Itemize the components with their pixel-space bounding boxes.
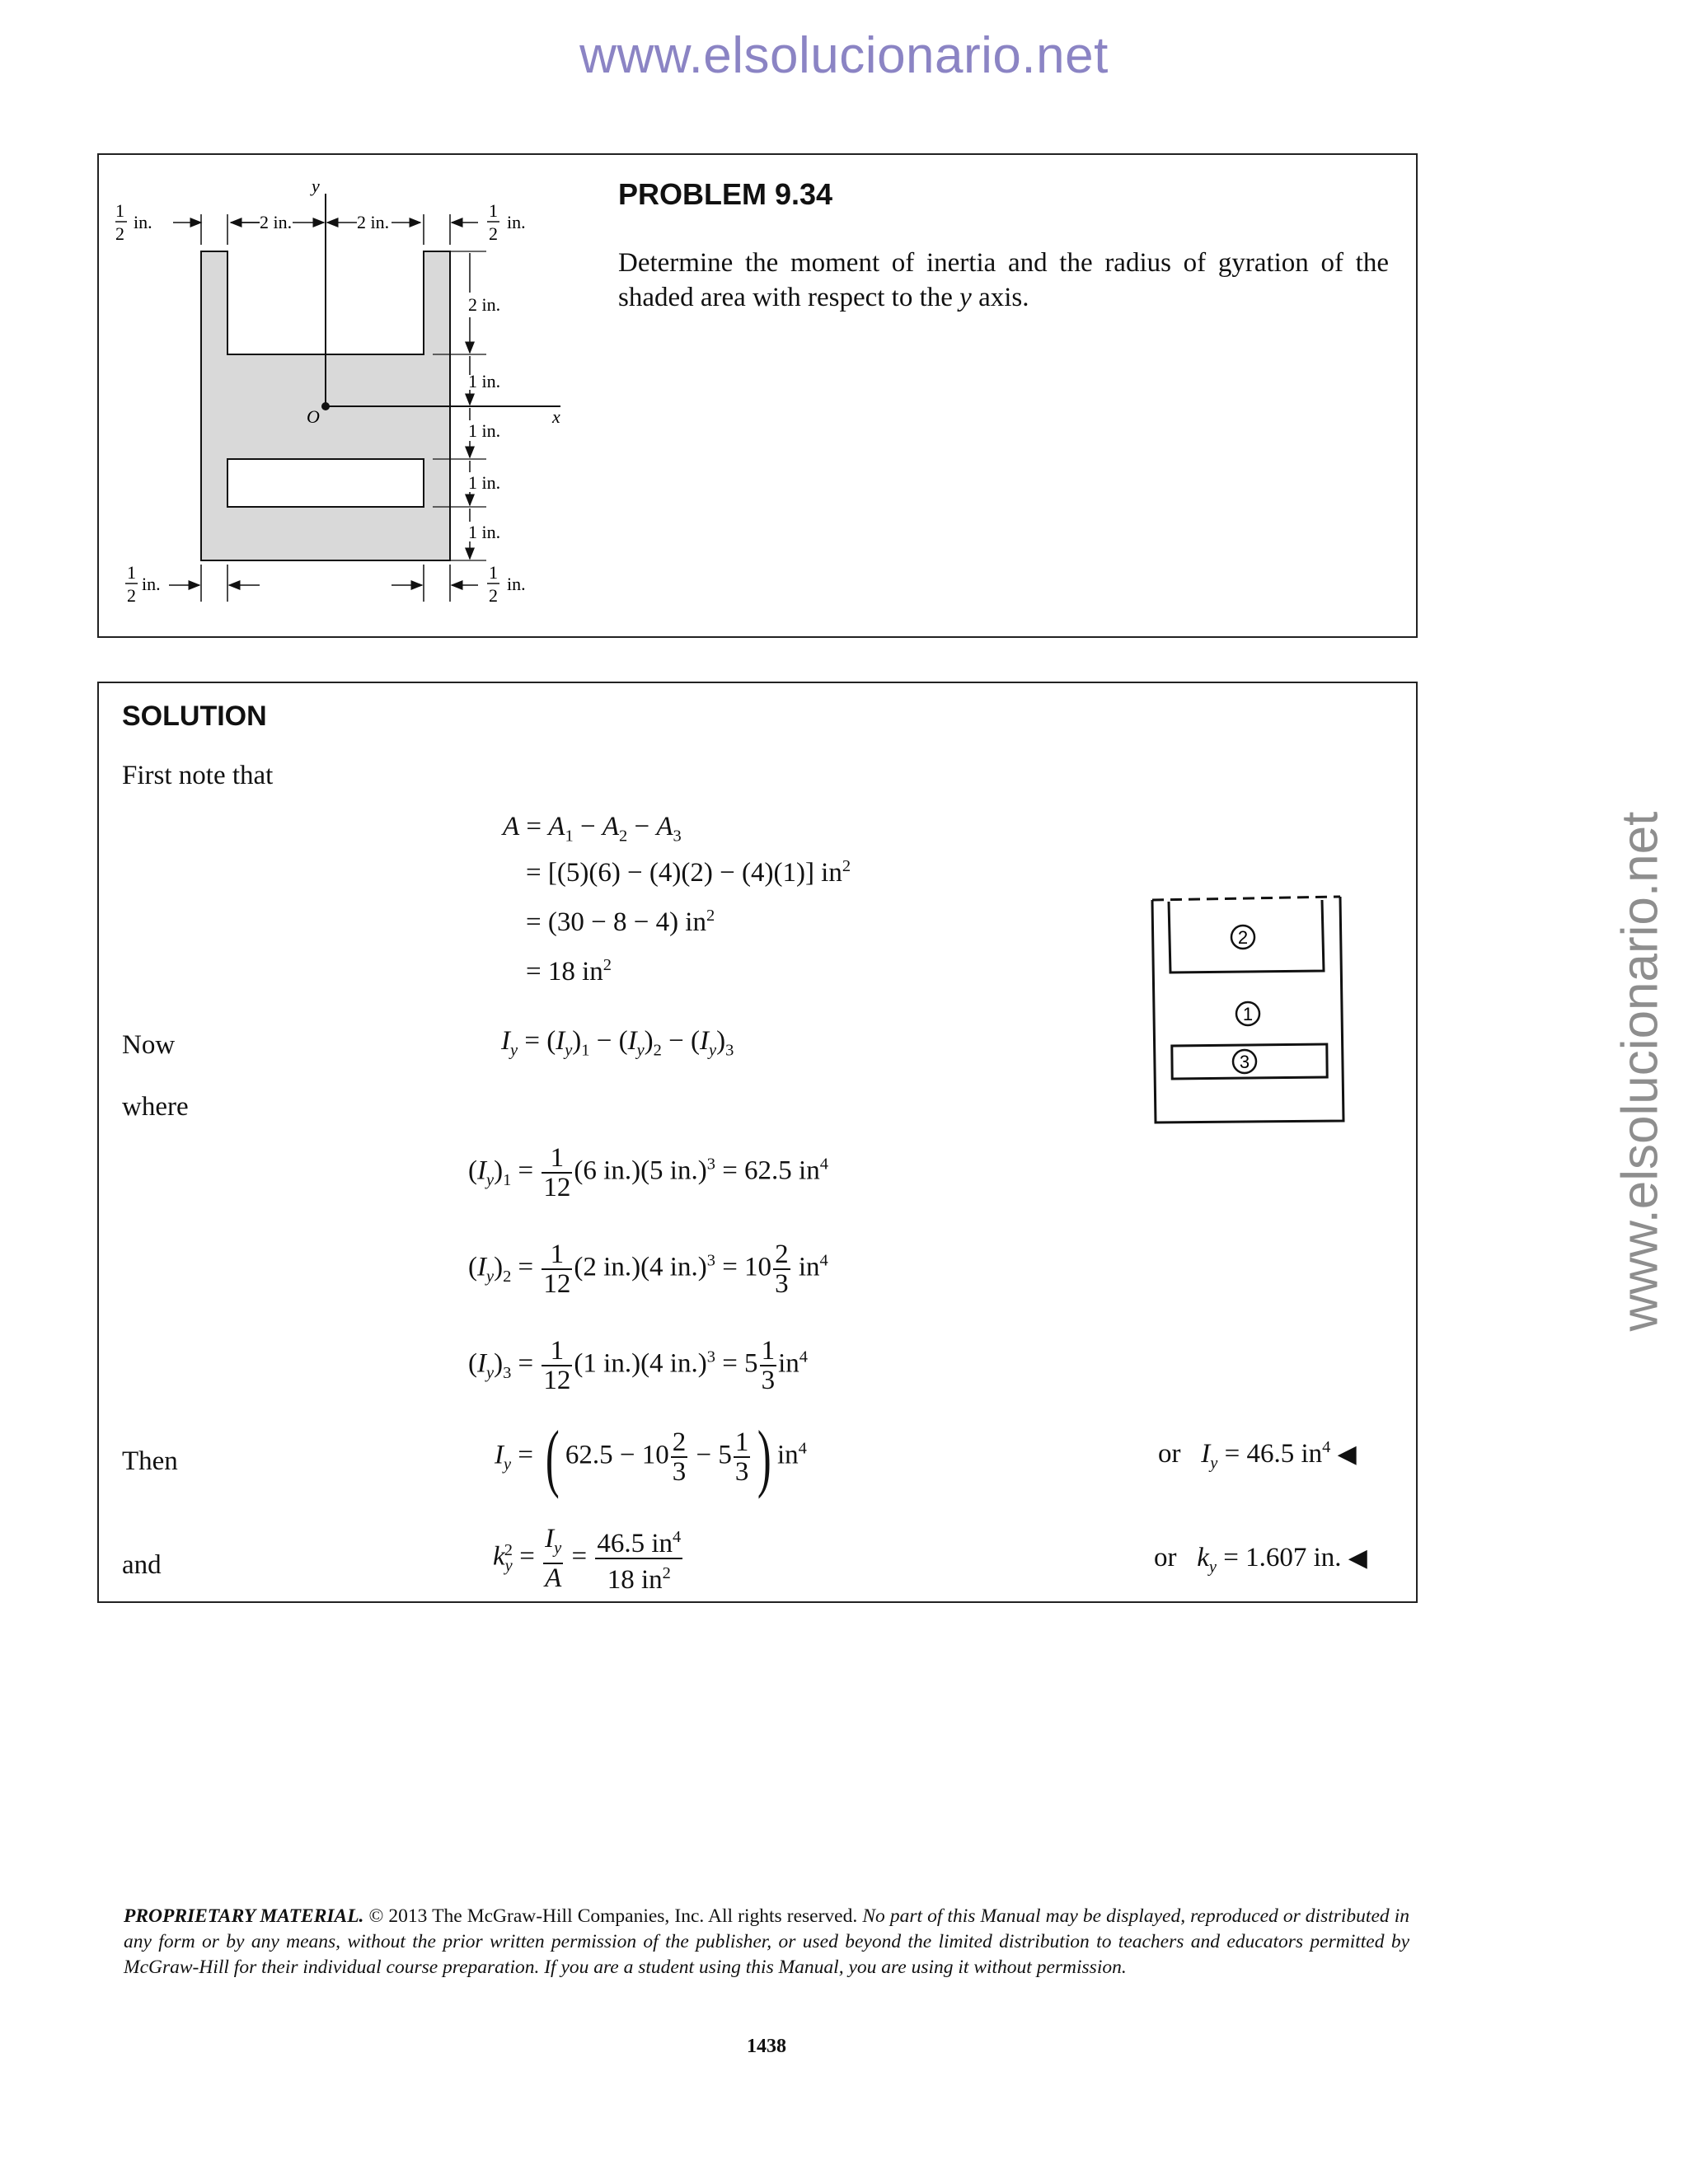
page-number: 1438 xyxy=(747,2036,786,2057)
area-eq-3: = (30 − 8 − 4) $in^2$ xyxy=(526,907,715,937)
half-den-tl: 2 xyxy=(115,223,124,244)
iy-sum-eq: $I_y = (I_y)_1 - (I_y)_2 - (I_y)_3$ xyxy=(501,1026,734,1060)
where-label: where xyxy=(122,1092,189,1122)
now-label: Now xyxy=(122,1030,176,1060)
component-sketch xyxy=(1146,890,1360,1129)
statement-part-a: Determine the moment of inertia and the radius of gyration of the shaded area with respect to the xyxy=(618,248,1389,312)
dim-right-2in: 2 in. xyxy=(468,294,501,315)
in-bl: in. xyxy=(142,574,161,594)
half-den-tr: 2 xyxy=(489,223,498,244)
dim-right-1in-b: 1 in. xyxy=(468,420,501,441)
problem-figure xyxy=(115,169,577,618)
iy1-eq: $(I_y)_1$ = $\frac{1}{12}$ (6 in.)(5 in.)$^3$ = 62.5 $in^4$ xyxy=(468,1143,828,1202)
dim-top-right: 2 in. xyxy=(357,212,390,232)
half-num-tr: 1 xyxy=(489,200,498,221)
solution-title: SOLUTION xyxy=(122,701,267,732)
dim-right-1in-c: 1 in. xyxy=(468,472,501,493)
in-tl: in. xyxy=(134,212,152,232)
then-label: Then xyxy=(122,1446,178,1476)
ky-answer: or $k_y = 1.607$ in. ◀ xyxy=(1154,1543,1367,1577)
and-label: and xyxy=(122,1550,162,1580)
iy-result-eq: $I_y$ = ( 62.5 − 10 $\frac{2}{3}$ − 5 $\frac{1}{3}$ ) $in^4$ xyxy=(495,1415,807,1499)
area-eq-2: = [(5)(6) − (4)(2) − (4)(1)] $in^2$ xyxy=(526,857,851,888)
area-eq-4: = 18 $in^2$ xyxy=(526,956,612,987)
statement-var: y xyxy=(959,283,972,312)
or-label-2: or xyxy=(1154,1543,1177,1572)
half-num-tl: 1 xyxy=(115,200,124,221)
ky-eq: $k_y^2$ = $\frac{I_y}{A}$ = $\frac{46.5 in^4}{18 in^2}$ xyxy=(493,1524,682,1595)
statement-part-b: axis. xyxy=(971,283,1029,312)
iy3-eq: $(I_y)_3$ = $\frac{1}{12}$ (1 in.)(4 in.)$^3$ = 5 $\frac{1}{3}$ $in^4$ xyxy=(468,1336,808,1395)
dim-top-left: 2 in. xyxy=(260,212,293,232)
dim-right-1in-a: 1 in. xyxy=(468,371,501,391)
circle-label-3: 3 xyxy=(1239,1052,1250,1072)
problem-statement xyxy=(618,246,1389,315)
footer-normal: © 2013 The McGraw-Hill Companies, Inc. All rights reserved. xyxy=(363,1905,863,1927)
watermark-side: www.elsolucionario.net xyxy=(1611,811,1669,1332)
half-num-br: 1 xyxy=(489,562,498,583)
problem-title: PROBLEM 9.34 xyxy=(618,177,833,211)
in-br: in. xyxy=(507,574,526,594)
or-label-1: or xyxy=(1158,1439,1181,1469)
in-tr: in. xyxy=(507,212,526,232)
origin-dot xyxy=(321,402,330,410)
half-num-bl: 1 xyxy=(127,562,136,583)
half-den-br: 2 xyxy=(489,585,498,606)
sketch-top-dashed xyxy=(1152,897,1340,900)
footer-notice xyxy=(124,1904,1409,1980)
dim-right-1in-d: 1 in. xyxy=(468,522,501,542)
origin-label: O xyxy=(307,406,320,427)
circle-label-1: 1 xyxy=(1242,1004,1254,1024)
iy2-eq: $(I_y)_2$ = $\frac{1}{12}$ (2 in.)(4 in.)$^3$ = 10 $\frac{2}{3}$ $in^4$ xyxy=(468,1240,828,1299)
footer-italic: No part of this Manual may be displayed, reproduced or distributed in any form or by any means, without the prior written permission of the publisher, or used beyond the limited distribution to teachers and educators permitted by McGraw-Hill for their individual course preparation. If you are a student using this Manual, you are using it without permission. xyxy=(124,1905,1409,1978)
area-eq-1: $A = A_1 - A_2 - A_3$ xyxy=(503,812,682,846)
watermark-top[interactable]: www.elsolucionario.net xyxy=(579,27,1109,84)
iy-answer: or $I_y = 46.5$ $in^4$ ◀ xyxy=(1158,1438,1357,1473)
first-note-label: First note that xyxy=(122,761,274,790)
half-den-bl: 2 xyxy=(127,585,136,606)
axis-y-label: y xyxy=(312,176,320,196)
circle-label-2: 2 xyxy=(1237,927,1249,948)
axis-x-label: x xyxy=(552,406,560,427)
footer-bold: PROPRIETARY MATERIAL. xyxy=(124,1905,364,1927)
